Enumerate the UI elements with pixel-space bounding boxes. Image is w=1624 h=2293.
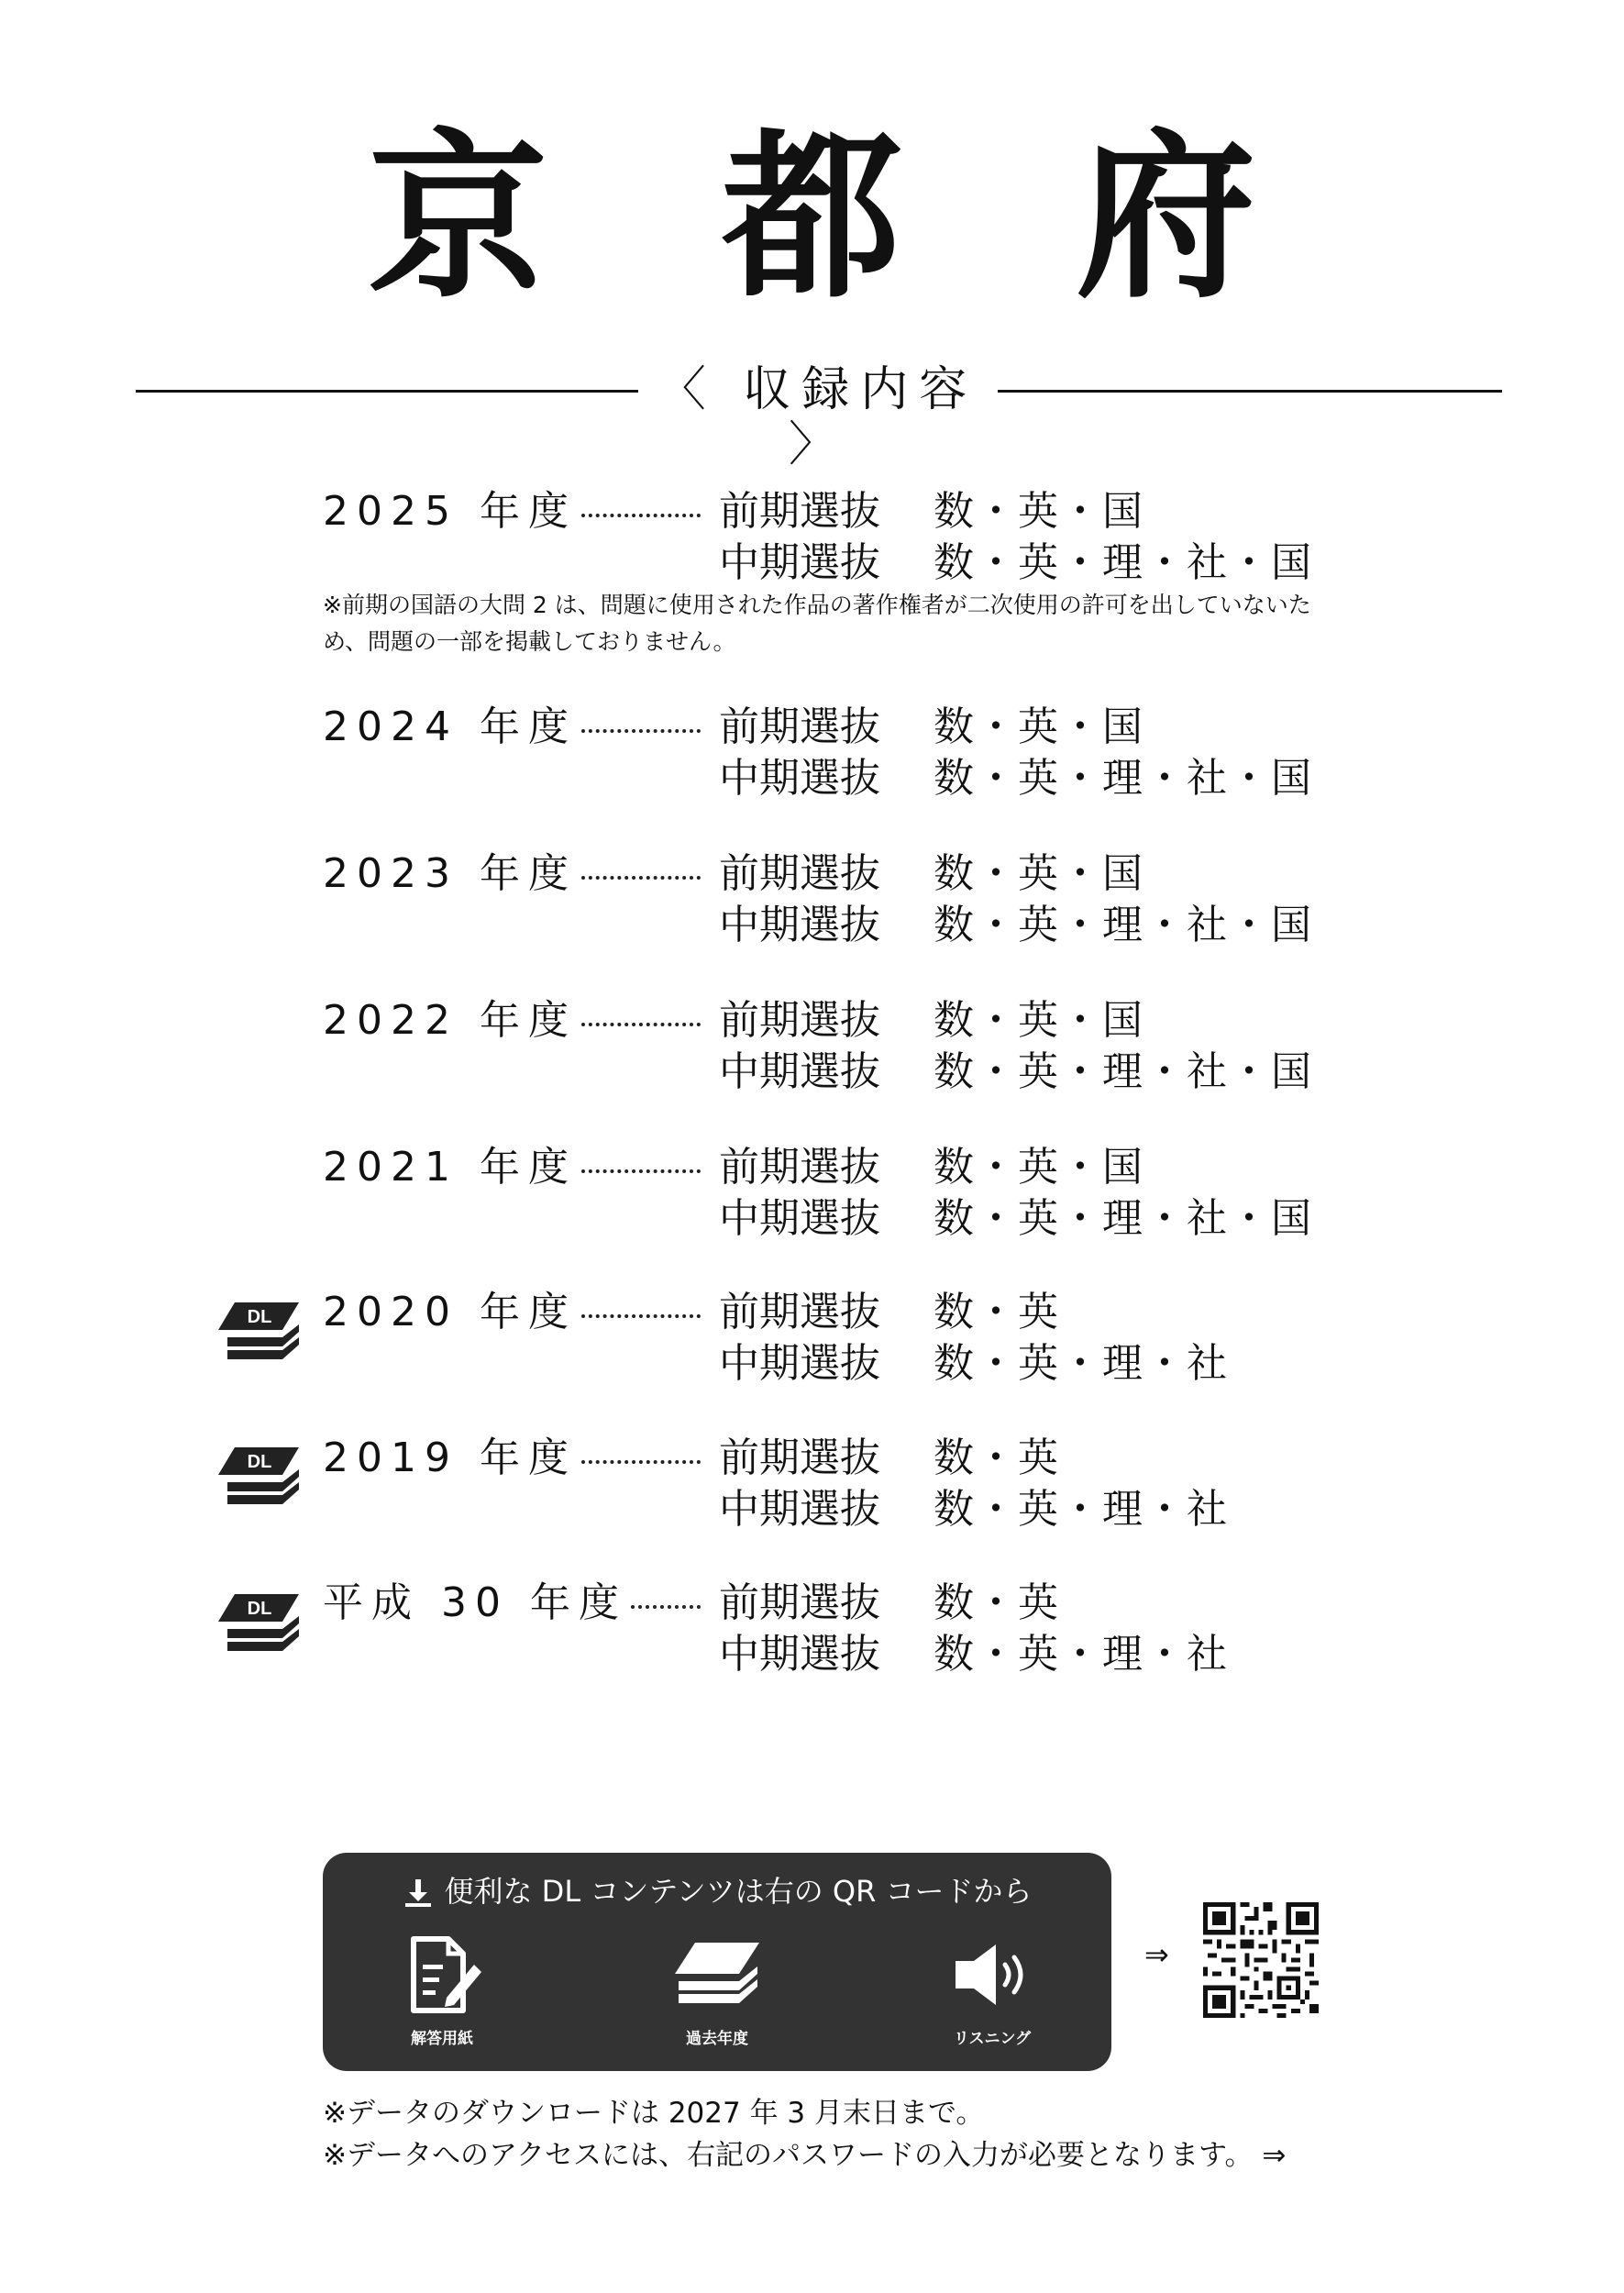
answer-sheet-icon xyxy=(401,1933,483,2016)
dotted-leader xyxy=(581,1023,701,1026)
panel-heading-text: 便利な DL コンテンツは右の QR コードから xyxy=(444,1874,1033,1909)
copyright-note: ※前期の国語の大問 2 は、問題に使用された作品の著作権者が二次使用の許可を出していないため、問題の一部を掲載しておりません。 xyxy=(323,592,1311,655)
selection-row xyxy=(719,1433,1060,1484)
selection-row xyxy=(719,1578,1060,1629)
selection-name: 中期選抜 xyxy=(719,1340,880,1387)
selection-subjects: 数・英・国 xyxy=(934,488,1144,535)
dl-badge-text: DL xyxy=(247,1307,272,1327)
year-label: 2023 年度 xyxy=(323,850,577,897)
selection-row xyxy=(719,848,1144,900)
selection-subjects: 数・英・理・社 xyxy=(934,1340,1229,1387)
selection-row xyxy=(719,753,1313,804)
download-books-icon xyxy=(218,1585,306,1660)
selection-row xyxy=(719,702,1144,753)
dl-badge-text: DL xyxy=(247,1452,272,1472)
download-books-icon xyxy=(218,1293,306,1368)
selection-row xyxy=(719,900,1313,951)
dotted-leader xyxy=(581,514,701,517)
selection-row xyxy=(719,1629,1229,1680)
selection-name: 中期選抜 xyxy=(719,1048,880,1095)
selection-row xyxy=(719,1484,1229,1535)
download-icon xyxy=(403,1878,434,1909)
panel-heading xyxy=(323,1871,1111,1911)
selection-row xyxy=(719,1193,1313,1245)
selection-subjects: 数・英・国 xyxy=(934,1144,1144,1191)
heading-rule-left xyxy=(136,390,638,393)
selection-name: 前期選抜 xyxy=(719,1435,880,1481)
selection-row xyxy=(719,537,1313,589)
dl-contents-panel xyxy=(323,1853,1111,2071)
year-label: 平成 30 年度 xyxy=(323,1579,627,1626)
selection-name: 前期選抜 xyxy=(719,1579,880,1626)
selection-name: 前期選抜 xyxy=(719,703,880,750)
arrow-to-qr: ⇒ xyxy=(1144,1937,1169,1972)
feature-past-years xyxy=(644,1933,790,2048)
dotted-leader xyxy=(581,876,701,880)
selection-subjects: 数・英・国 xyxy=(934,703,1144,750)
footnote-download-deadline: ※データのダウンロードは 2027 年 3 月末日まで。 xyxy=(323,2097,985,2130)
dotted-leader xyxy=(581,729,701,733)
year-label: 2022 年度 xyxy=(323,997,577,1044)
selection-name: 中期選抜 xyxy=(719,755,880,802)
qr-code[interactable] xyxy=(1203,1902,1319,2018)
speaker-icon xyxy=(946,1933,1038,2016)
dotted-leader xyxy=(581,1314,701,1318)
title-char: 都 xyxy=(722,114,902,323)
selection-row xyxy=(719,1047,1313,1098)
section-heading-text: 〈 収録内容 〉 xyxy=(657,362,978,472)
dotted-leader xyxy=(581,1169,701,1173)
selection-subjects: 数・英・理・社 xyxy=(934,1631,1229,1678)
download-books-icon xyxy=(218,1438,306,1513)
selection-name: 前期選抜 xyxy=(719,997,880,1044)
year-label: 2024 年度 xyxy=(323,703,577,750)
selection-name: 中期選抜 xyxy=(719,1195,880,1242)
selection-subjects: 数・英・国 xyxy=(934,850,1144,897)
year-label: 2019 年度 xyxy=(323,1435,577,1481)
page-title xyxy=(0,114,1624,323)
selection-subjects: 数・英 xyxy=(934,1435,1060,1481)
year-label: 2025 年度 xyxy=(323,488,577,535)
selection-subjects: 数・英・理・社・国 xyxy=(934,1048,1313,1095)
heading-rule-right xyxy=(998,390,1502,393)
feature-label: リスニング xyxy=(953,2030,1032,2048)
year-label: 2021 年度 xyxy=(323,1144,577,1191)
selection-name: 中期選抜 xyxy=(719,1486,880,1533)
selection-subjects: 数・英・理・社 xyxy=(934,1486,1229,1533)
selection-subjects: 数・英・理・社・国 xyxy=(934,902,1313,948)
selection-name: 前期選抜 xyxy=(719,1289,880,1335)
feature-answer-sheet xyxy=(369,1933,515,2048)
dotted-leader xyxy=(631,1605,701,1609)
title-char: 京 xyxy=(368,114,548,323)
feature-label: 過去年度 xyxy=(686,2030,748,2048)
title-char: 府 xyxy=(1076,114,1256,323)
selection-row xyxy=(719,1142,1144,1193)
selection-row xyxy=(719,1287,1060,1338)
dl-badge-text: DL xyxy=(247,1599,272,1619)
selection-name: 中期選抜 xyxy=(719,539,880,586)
section-heading xyxy=(136,362,1502,472)
selection-row xyxy=(719,1338,1229,1390)
feature-listening xyxy=(919,1933,1066,2048)
selection-subjects: 数・英 xyxy=(934,1579,1060,1626)
dotted-leader xyxy=(581,1460,701,1464)
feature-label: 解答用紙 xyxy=(411,2030,473,2048)
selection-name: 前期選抜 xyxy=(719,488,880,535)
past-years-books-icon xyxy=(671,1933,763,2016)
selection-subjects: 数・英・理・社・国 xyxy=(934,539,1313,586)
selection-subjects: 数・英 xyxy=(934,1289,1060,1335)
selection-subjects: 数・英・国 xyxy=(934,997,1144,1044)
selection-name: 中期選抜 xyxy=(719,1631,880,1678)
selection-subjects: 数・英・理・社・国 xyxy=(934,1195,1313,1242)
selection-row xyxy=(719,995,1144,1047)
selection-name: 中期選抜 xyxy=(719,902,880,948)
footnote-password: ※データへのアクセスには、右記のパスワードの入力が必要となります。 ⇒ xyxy=(323,2139,1287,2172)
selection-name: 前期選抜 xyxy=(719,1144,880,1191)
year-label: 2020 年度 xyxy=(323,1289,577,1335)
selection-row xyxy=(719,486,1144,537)
selection-subjects: 数・英・理・社・国 xyxy=(934,755,1313,802)
selection-name: 前期選抜 xyxy=(719,850,880,897)
